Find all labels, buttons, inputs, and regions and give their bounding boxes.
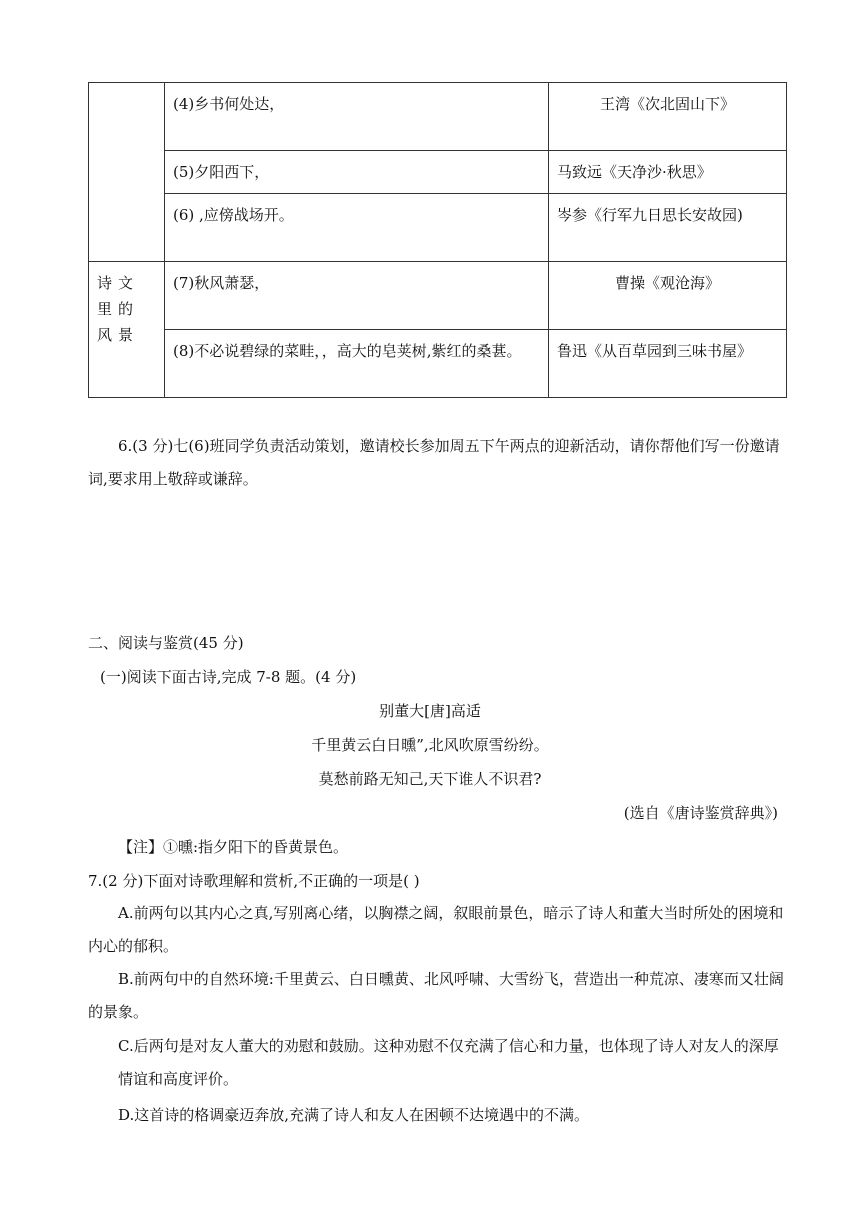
poem-line-2: 莫愁前路无知己,天下谁人不识君? xyxy=(318,770,542,788)
table-row xyxy=(89,194,787,262)
poem-line-cell: (7)秋风萧瑟， xyxy=(165,262,549,330)
poem-line-cell: (4)乡书何处达， xyxy=(165,83,549,151)
poem-line-cell: (8)不必说碧绿的菜畦，，高大的皂荚树,紫红的桑葚。 xyxy=(165,330,549,398)
poem-source-cell: 鲁迅《从百草园到三味书屋》 xyxy=(549,330,787,398)
poem-title: 别董大[唐]高适 xyxy=(379,702,481,720)
option-b: B.前两句中的自然环境:千里黄云、白日曛黄、北风呼啸、大雪纷飞，营造出一种荒凉、凄寒而又壮阔的景象。 xyxy=(88,970,784,1021)
poem-source-cell: 曹操《观沧海》 xyxy=(549,262,787,330)
poem-source-cell: 王湾《次北固山下》 xyxy=(549,83,787,151)
question-6: 6.(3 分)七(6)班同学负责活动策划，邀请校长参加周五下午两点的迎新活动，请你帮他们写一份邀请词,要求用上敬辞或谦辞。 xyxy=(88,437,780,488)
poem-note: 【注】①曛:指夕阳下的昏黄景色。 xyxy=(118,838,349,856)
poem-source: (选自《唐诗鉴赏辞典》) xyxy=(623,804,778,822)
table-row xyxy=(89,330,787,398)
table-row xyxy=(89,83,787,151)
option-d: D.这首诗的格调豪迈奔放,充满了诗人和友人在困顿不达境遇中的不满。 xyxy=(118,1106,590,1124)
table-row xyxy=(89,262,787,330)
poem-source-cell: 马致远《天净沙·秋思》 xyxy=(549,151,787,194)
table-row xyxy=(89,151,787,194)
section-heading: 二、阅读与鉴赏(45 分) xyxy=(88,634,244,652)
poem-line-1: 千里黄云白日曛”,北风吹原雪纷纷。 xyxy=(311,736,549,754)
option-c: C.后两句是对友人董大的劝慰和鼓励。这种劝慰不仅充满了信心和力量，也体现了诗人对友人的深厚情谊和高度评价。 xyxy=(118,1037,779,1088)
category-cell: 诗文里的风景 xyxy=(89,262,165,398)
poem-line-cell: (6) ,应傍战场开。 xyxy=(165,194,549,262)
poem-line-cell: (5)夕阳西下， xyxy=(165,151,549,194)
poem-source-cell: 岑参《行军九日思长安故园) xyxy=(549,194,787,262)
subsection-heading: (一)阅读下面古诗,完成 7-8 题。(4 分) xyxy=(100,668,357,686)
poem-fill-table xyxy=(88,82,787,398)
category-cell-empty xyxy=(89,83,165,262)
question-7-stem: 7.(2 分)下面对诗歌理解和赏析,不正确的一项是( ) xyxy=(88,872,420,890)
option-a: A.前两句以其内心之真,写别离心绪，以胸襟之阔，叙眼前景色，暗示了诗人和董大当时所处的困境和内心的郁积。 xyxy=(88,904,784,955)
